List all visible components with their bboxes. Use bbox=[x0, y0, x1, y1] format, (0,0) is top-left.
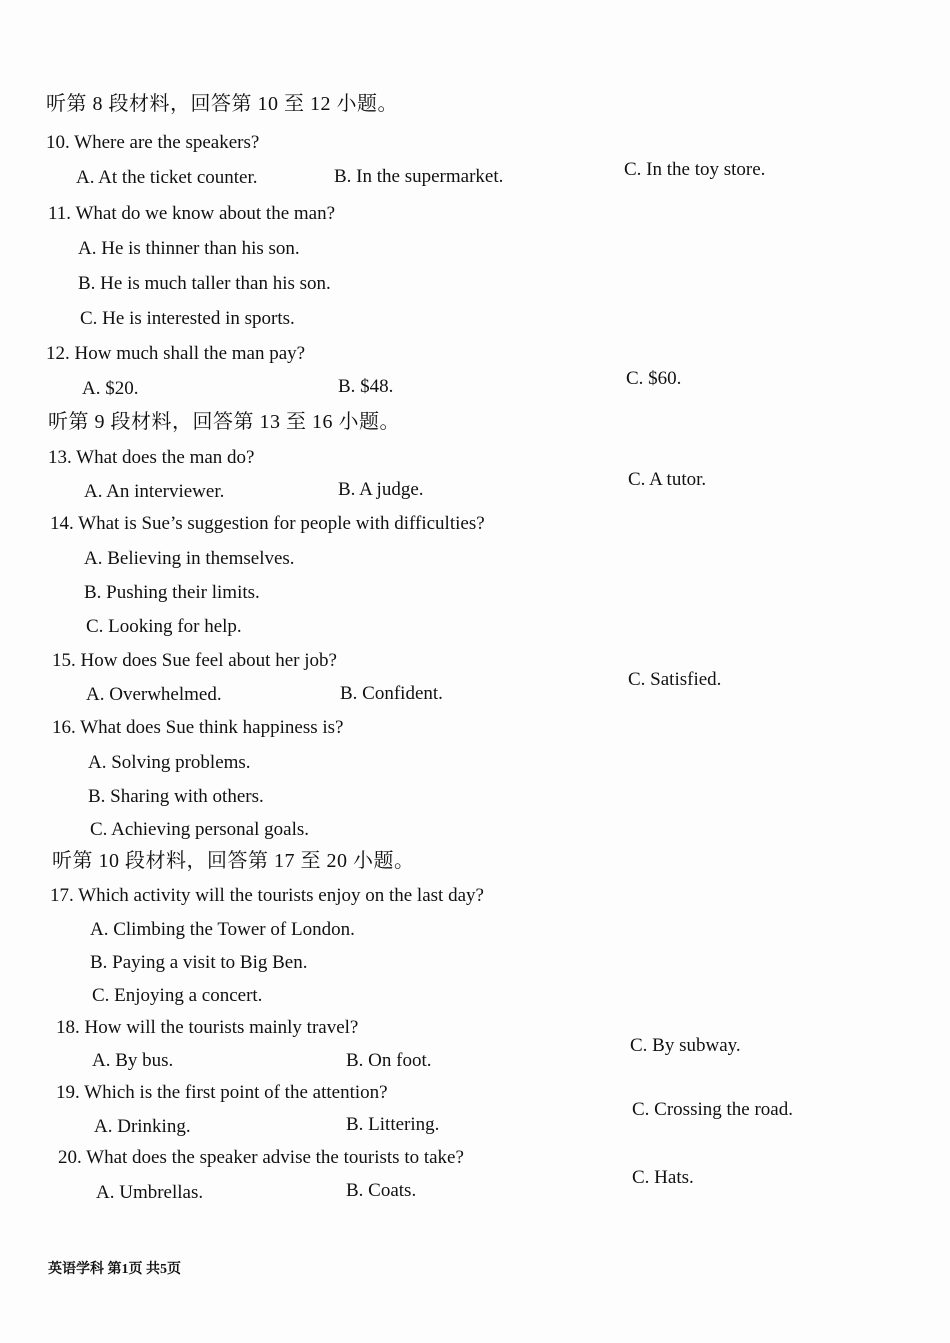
question-stem: 18. How will the tourists mainly travel? bbox=[56, 1017, 359, 1038]
option-b: B. Paying a visit to Big Ben. bbox=[90, 952, 308, 973]
option-c: C. By subway. bbox=[630, 1035, 741, 1056]
option-b: B. He is much taller than his son. bbox=[78, 273, 331, 294]
option-c: C. Crossing the road. bbox=[632, 1099, 793, 1120]
question-stem: 20. What does the speaker advise the tourists to take? bbox=[58, 1147, 464, 1168]
option-b: B. A judge. bbox=[338, 479, 424, 500]
option-a: A. An interviewer. bbox=[84, 481, 225, 502]
option-b: B. On foot. bbox=[346, 1050, 432, 1071]
option-b: B. $48. bbox=[338, 376, 394, 397]
option-b: B. Sharing with others. bbox=[88, 786, 264, 807]
option-c: C. Achieving personal goals. bbox=[90, 819, 309, 840]
option-c: C. He is interested in sports. bbox=[80, 308, 295, 329]
option-c: C. Looking for help. bbox=[86, 616, 242, 637]
section-heading: 听第 9 段材料，回答第 13 至 16 小题。 bbox=[48, 411, 400, 433]
question-stem: 10. Where are the speakers? bbox=[46, 132, 260, 153]
option-c: C. Satisfied. bbox=[628, 669, 722, 690]
option-b: B. Confident. bbox=[340, 683, 443, 704]
option-b: B. Pushing their limits. bbox=[84, 582, 260, 603]
option-b: B. Coats. bbox=[346, 1180, 417, 1201]
section-heading: 听第 10 段材料，回答第 17 至 20 小题。 bbox=[52, 850, 415, 872]
section-heading: 听第 8 段材料，回答第 10 至 12 小题。 bbox=[46, 93, 398, 115]
option-a: A. He is thinner than his son. bbox=[78, 238, 300, 259]
option-a: A. Drinking. bbox=[94, 1116, 191, 1137]
option-a: A. Solving problems. bbox=[88, 752, 251, 773]
option-c: C. Enjoying a concert. bbox=[92, 985, 263, 1006]
question-stem: 12. How much shall the man pay? bbox=[46, 343, 306, 364]
question-stem: 15. How does Sue feel about her job? bbox=[52, 650, 337, 671]
option-c: C. Hats. bbox=[632, 1167, 694, 1188]
option-b: B. Littering. bbox=[346, 1114, 440, 1135]
question-stem: 17. Which activity will the tourists enjoy on the last day? bbox=[50, 885, 484, 906]
option-a: A. By bus. bbox=[92, 1050, 174, 1071]
question-stem: 19. Which is the first point of the attention? bbox=[56, 1082, 388, 1103]
option-a: A. $20. bbox=[82, 378, 139, 399]
option-c: C. A tutor. bbox=[628, 469, 707, 490]
option-a: A. At the ticket counter. bbox=[76, 167, 258, 188]
question-stem: 16. What does Sue think happiness is? bbox=[52, 717, 344, 738]
option-a: A. Believing in themselves. bbox=[84, 548, 295, 569]
page-footer: 英语学科 第1页 共5页 bbox=[48, 1262, 181, 1277]
option-a: A. Climbing the Tower of London. bbox=[90, 919, 355, 940]
option-c: C. $60. bbox=[626, 368, 682, 389]
option-c: C. In the toy store. bbox=[624, 159, 766, 180]
option-a: A. Umbrellas. bbox=[96, 1182, 204, 1203]
question-stem: 11. What do we know about the man? bbox=[48, 203, 336, 224]
question-stem: 13. What does the man do? bbox=[48, 447, 255, 468]
question-stem: 14. What is Sue’s suggestion for people with difficulties? bbox=[50, 513, 485, 534]
option-b: B. In the supermarket. bbox=[334, 166, 504, 187]
option-a: A. Overwhelmed. bbox=[86, 684, 222, 705]
